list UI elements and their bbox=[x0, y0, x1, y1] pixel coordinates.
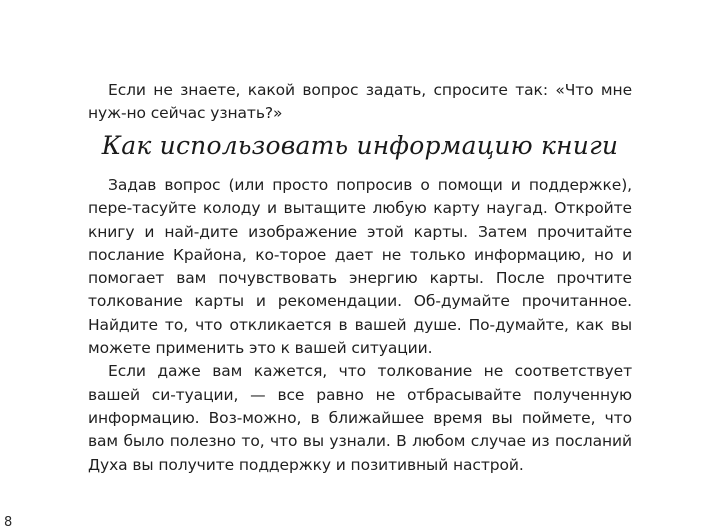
section-heading: Как использовать информацию книги bbox=[101, 131, 619, 160]
body-text-block bbox=[88, 174, 632, 477]
body-paragraph-1: Задав вопрос (или просто попросив о помощи и поддержке), пере-тасуйте колоду и вытащите любую карту наугад. Откройте книгу и най-дите изображение этой карты. Затем прочитайте послание Крайона, ко-торое дает не только информацию, но и помогает вам почувствовать энергию карты. После прочтите толкование карты и рекомендации. Об-думайте прочитанное. Найдите то, что откликается в вашей душе. По-думайте, как вы можете применить это к вашей ситуации. bbox=[88, 176, 632, 358]
body-paragraph-2: Если даже вам кажется, что толкование не соответствует вашей си-туации, — все равно не отбрасывайте полученную информацию. Воз-можно, в ближайшее время вы поймете, что вам было полезно то, что вы узнали. В любом случае из посланий Духа вы получите поддержку и позитивный настрой. bbox=[88, 362, 632, 474]
page-number: 8 bbox=[4, 515, 13, 530]
intro-block bbox=[88, 79, 632, 126]
intro-paragraph: Если не знаете, какой вопрос задать, спросите так: «Что мне нуж-но сейчас узнать?» bbox=[88, 81, 632, 123]
